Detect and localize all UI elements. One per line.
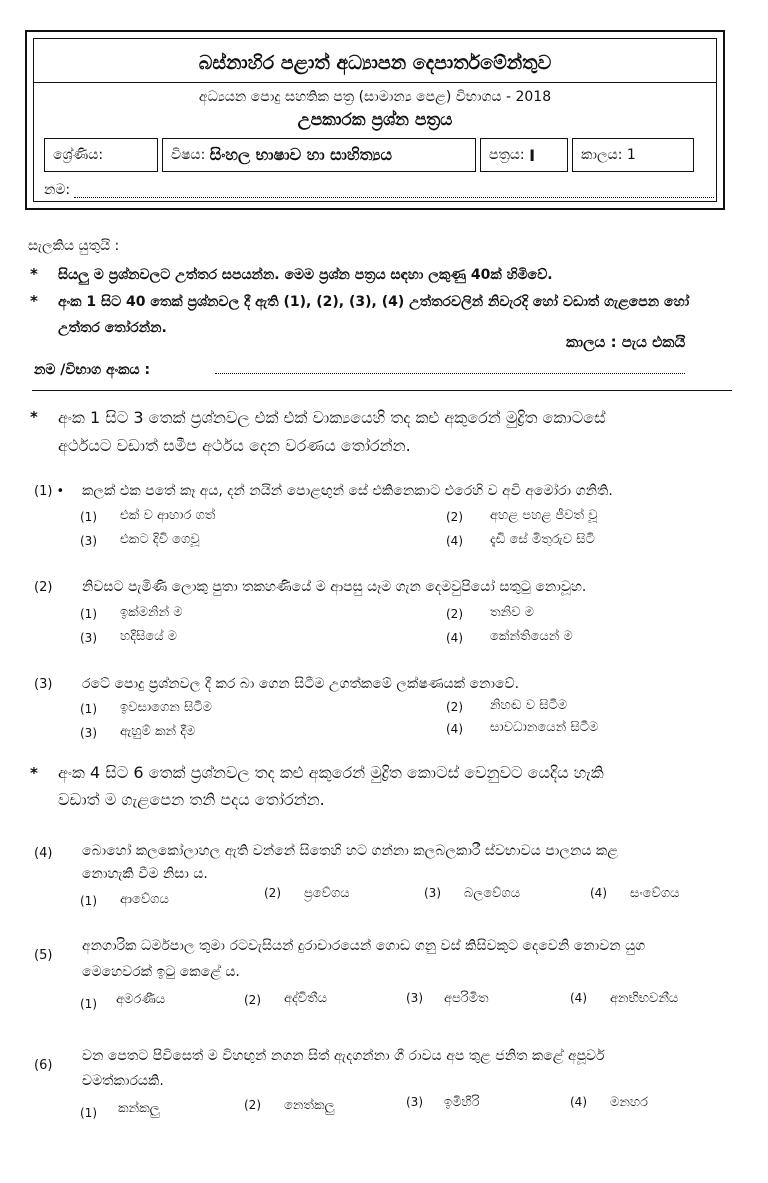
- option-number: (2): [446, 510, 463, 524]
- paper-field: [480, 138, 568, 172]
- time-field: [572, 138, 694, 172]
- instructions-heading: සැලකිය යුතුයි :: [28, 238, 120, 254]
- subject-name: සිංහල භාෂාව හා සාහිත්‍යය: [209, 145, 392, 164]
- bullet-star: *: [30, 292, 38, 310]
- name-index-label: නම /විභාග අංකය :: [34, 362, 151, 378]
- bullet-star: *: [30, 408, 38, 426]
- option-text[interactable]: බලවේගය: [464, 886, 521, 901]
- subject-field: [162, 138, 476, 172]
- name-dotted-line: [74, 183, 714, 198]
- question-text-line1: බොහෝ කලකෝලාහල ඇති වන්නේ සිතෙහි හට ගන්නා කලබලකාරී ස්වභාවය පාලනය කළ: [82, 843, 618, 859]
- time-label: කාලය: 1: [581, 147, 636, 163]
- bullet-star: *: [30, 265, 38, 283]
- question-text-line2: මෙහෙවරක් ඉටු කෙළේ ය.: [82, 964, 240, 980]
- question-text: කලක් එක පතේ කෑ අය, දන් නයින් පොළඟුන් සේ එකිනෙකාට එරෙහි ව අවි අමෝරා ගනිති.: [82, 483, 613, 499]
- option-text[interactable]: අහළ පහළ ජීවත් වූ: [490, 508, 598, 523]
- time-allowed: කාලය : පැය එකයි: [566, 333, 686, 351]
- option-number: (3): [80, 631, 97, 645]
- instruction-1: සියලු ම ප්‍රශ්නවලට උත්තර සපයන්න. මෙම ප්‍රශ්න පත්‍රය සඳහා ලකුණු 40ක් හිමිවේ.: [58, 267, 553, 283]
- question-text-line2: නොහැකි වීම නිසා ය.: [82, 866, 208, 882]
- option-number: (4): [446, 534, 463, 548]
- section-2-instruction-line1: අංක 4 සිට 6 තෙක් ප්‍රශ්නවල තද කළු අකුරෙන් මුද්‍රිත කොටස් වෙනුවට යෙදිය හැකි: [58, 763, 604, 782]
- question-number: (5): [34, 948, 53, 963]
- separator-line: [32, 390, 732, 391]
- option-text[interactable]: නිහඬ ව සිටීම: [490, 698, 568, 713]
- question-number: (2): [34, 580, 53, 595]
- paper-label: පත්‍රය:: [489, 147, 525, 163]
- option-number: (4): [570, 991, 587, 1005]
- question-text-line2: චමත්කාරයකි.: [82, 1073, 164, 1089]
- option-number: (3): [424, 886, 441, 900]
- question-number: (1) •: [34, 484, 65, 499]
- name-row[interactable]: [44, 182, 714, 198]
- section-2-instruction-line2: වඩාත් ම ගැළපෙන තනි පදය තෝරන්න.: [58, 790, 325, 809]
- option-number: (3): [406, 1095, 423, 1109]
- option-text[interactable]: සංවේගය: [630, 886, 680, 901]
- name-label: නම:: [44, 182, 71, 198]
- option-number: (4): [446, 722, 463, 736]
- option-text[interactable]: සාවධානයෙන් සිටීම: [490, 720, 599, 735]
- option-number: (1): [80, 894, 97, 908]
- question-text: නිවසට පැමිණි ලොකු පුතා තකහණියේ ම ආපසු යෑම ගැන දෙමවුපියෝ සතුටු නොවූහ.: [82, 579, 587, 595]
- exam-title: අධ්‍යයන පොදු සහතික පත්‍ර (සාමාන්‍ය පෙළ) විභාගය - 2018: [198, 89, 552, 105]
- option-number: (2): [446, 607, 463, 621]
- question-text-line1: වන පෙතට පිවිසෙත් ම විහඟුන් නගන සිත් ඇදගන්නා ගී රාවය අප තුළ ජනිත කළේ අපූර්ව: [82, 1048, 605, 1064]
- option-text[interactable]: නෙත්කලු: [284, 1098, 335, 1113]
- option-text[interactable]: ආවේගය: [120, 892, 169, 907]
- option-text[interactable]: අමරණීය: [116, 992, 166, 1007]
- subject-label: විෂය:: [171, 147, 206, 163]
- option-text[interactable]: ඉවසාගෙන සිටීම: [120, 700, 212, 715]
- option-text[interactable]: අපරිමිත: [444, 991, 489, 1006]
- option-number: (4): [446, 631, 463, 645]
- option-number: (3): [80, 726, 97, 740]
- name-index-dotted-line[interactable]: [215, 373, 685, 374]
- header-divider: [33, 82, 717, 83]
- option-number: (2): [264, 886, 281, 900]
- question-number: (4): [34, 846, 53, 861]
- section-1-instruction-line1: අංක 1 සිට 3 තෙක් ප්‍රශ්නවල එක් එක් වාක්‍යයෙහි තද කළු අකුරෙන් මුද්‍රිත කොටසේ: [58, 408, 606, 427]
- option-number: (4): [570, 1095, 587, 1109]
- option-number: (2): [244, 993, 261, 1007]
- option-text[interactable]: මනහර: [610, 1095, 648, 1110]
- grade-field[interactable]: [44, 138, 158, 172]
- question-text-line1: අනගාරික ධර්මපාල තුමා රටවැසියන් දුරාචාරයෙන් ගොඩ ගනු වස් කිසිවකුට දෙවෙනි නොවන යුග: [82, 938, 646, 954]
- option-number: (3): [80, 534, 97, 548]
- paper-number: I: [529, 145, 536, 165]
- question-number: (3): [34, 677, 53, 692]
- grade-label: ශ්‍රේණිය:: [53, 147, 104, 163]
- option-text[interactable]: ඉක්මනින් ම: [120, 605, 183, 620]
- option-number: (2): [244, 1098, 261, 1112]
- option-number: (2): [446, 700, 463, 714]
- question-number: (6): [34, 1058, 53, 1073]
- option-number: (1): [80, 510, 97, 524]
- option-number: (4): [590, 886, 607, 900]
- option-number: (1): [80, 607, 97, 621]
- department-title: බස්නාහිර පළාත් අධ්‍යාපන දෙපාර්තමේන්තුව: [198, 52, 552, 74]
- option-text[interactable]: කේන්තියෙන් ම: [490, 629, 573, 644]
- option-number: (1): [80, 1106, 97, 1120]
- bullet-star: *: [30, 764, 38, 782]
- option-text[interactable]: එකට දිවි ගෙවූ: [120, 532, 200, 547]
- option-text[interactable]: තනිව ම: [490, 605, 534, 620]
- option-number: (1): [80, 997, 97, 1011]
- option-text[interactable]: එක් ව ආහාර ගත්: [120, 508, 216, 523]
- instruction-2: අංක 1 සිට 40 තෙක් ප්‍රශ්නවල දී ඇති (1), (2), (3), (4) උත්තරවලින් නිවැරදි හෝ වඩාත් ගැළපෙන හෝ: [58, 294, 690, 310]
- paper-type: උපකාරක ප්‍රශ්න පත්‍රය: [297, 110, 453, 130]
- section-1-instruction-line2: අර්ථයට වඩාත් සමීප අර්ථය දෙන වරණය තෝරන්න.: [58, 436, 411, 455]
- option-text[interactable]: ප්‍රවේගය: [304, 886, 350, 901]
- question-text: රටේ පොදු ප්‍රශ්නවල දී කර බා ගෙන සිටීම උගත්කමේ ලක්ෂණයක් නොවේ.: [82, 676, 520, 692]
- option-number: (1): [80, 702, 97, 716]
- option-number: (3): [406, 991, 423, 1005]
- option-text[interactable]: ඇහුම් කන් දීම: [120, 724, 196, 739]
- option-text[interactable]: හදිසියේ ම: [120, 629, 178, 644]
- option-text[interactable]: අද්විතීය: [284, 991, 328, 1006]
- option-text[interactable]: අනභිභවනීය: [610, 991, 679, 1006]
- option-text[interactable]: දැඩි සේ මිතුරුව සිටි: [490, 532, 595, 547]
- instruction-2-cont: උත්තර තෝරන්න.: [58, 320, 167, 336]
- option-text[interactable]: කන්කලු: [118, 1101, 160, 1116]
- option-text[interactable]: ඉමිහිරි: [444, 1095, 480, 1110]
